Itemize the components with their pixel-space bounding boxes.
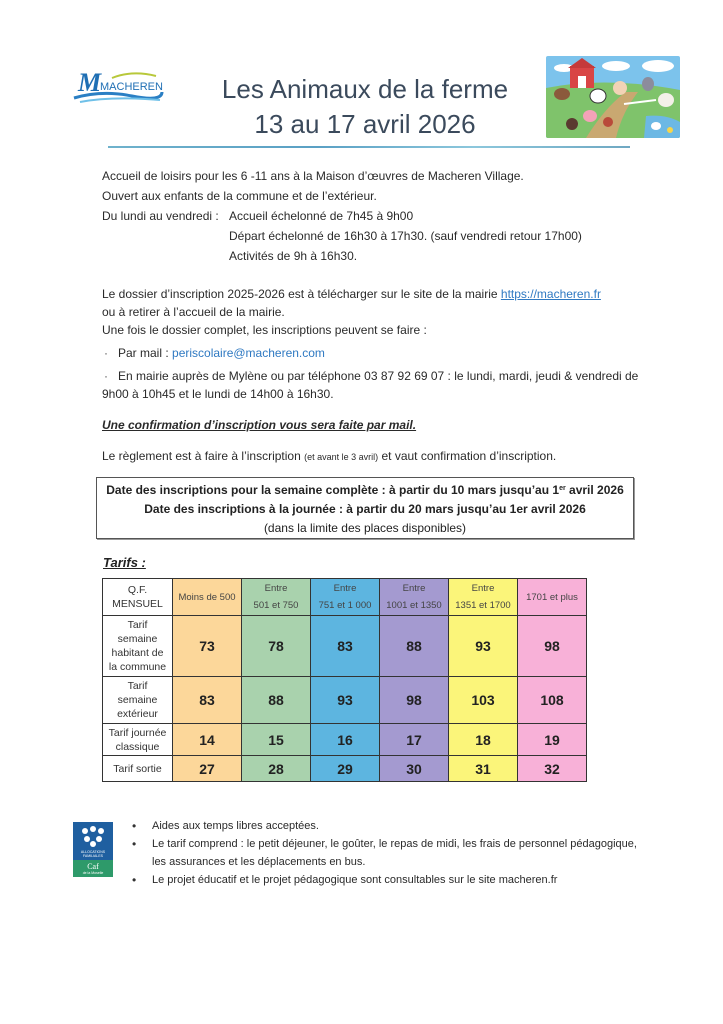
schedule-accueil: Accueil échelonné de 7h45 à 9h00	[229, 209, 414, 223]
column-header: Entre 1001 et 1350	[380, 579, 449, 616]
reglement-deadline: (et avant le 3 avril)	[304, 452, 379, 462]
row-label: Tarif semaine habitant de la commune	[103, 616, 173, 677]
table-cell: 83	[311, 616, 380, 677]
table-cell: 108	[518, 677, 587, 724]
inscription-dates-box	[96, 477, 634, 539]
column-header: 1701 et plus	[518, 579, 587, 616]
table-cell: 17	[380, 724, 449, 756]
mairie-hours-line-2: 9h00 à 10h45 et le lundi de 14h00 à 16h30.	[102, 387, 334, 401]
svg-text:MACHEREN: MACHEREN	[100, 81, 163, 93]
table-cell: 98	[380, 677, 449, 724]
svg-text:de la Moselle: de la Moselle	[82, 871, 104, 875]
table-cell: 78	[242, 616, 311, 677]
footer-notes	[128, 817, 637, 889]
tarifs-title: Tarifs :	[103, 555, 146, 570]
reglement-line	[102, 446, 556, 467]
dates-limite: (dans la limite des places disponibles)	[263, 521, 467, 535]
caf-logo	[73, 822, 113, 877]
row-label: Tarif sortie	[103, 756, 173, 782]
note-tarif-comprend-cont: les assurances et les déplacements en bus.	[152, 856, 366, 868]
row-label: Tarif semaine extérieur	[103, 677, 173, 724]
svg-text:Caf: Caf	[87, 862, 99, 871]
table-row	[103, 756, 587, 782]
mail-label: Par mail :	[118, 346, 173, 360]
table-cell: 88	[242, 677, 311, 724]
schedule-depart: Départ échelonné de 16h30 à 17h30. (sauf vendredi retour 17h00)	[229, 229, 582, 243]
table-cell: 83	[173, 677, 242, 724]
dates-semaine: Date des inscriptions pour la semaine complète : à partir du 10 mars jusqu’au 1er avril 2026	[106, 483, 624, 497]
column-header: Entre 1351 et 1700	[449, 579, 518, 616]
inscription-mail	[104, 343, 325, 363]
email-link[interactable]: periscolaire@macheren.com	[172, 346, 325, 360]
table-cell: 73	[173, 616, 242, 677]
row-label: Tarif journée classique	[103, 724, 173, 756]
table-row	[103, 677, 587, 724]
column-header: Entre 501 et 750	[242, 579, 311, 616]
farm-animals-illustration	[546, 56, 680, 138]
table-cell: 88	[380, 616, 449, 677]
table-cell: 30	[380, 756, 449, 782]
table-cell: 29	[311, 756, 380, 782]
macheren-logo	[72, 60, 164, 104]
mairie-website-link[interactable]: https://macheren.fr	[500, 287, 601, 301]
svg-text:FAMILIALES: FAMILIALES	[82, 854, 104, 858]
header-divider	[108, 146, 630, 148]
svg-text:ALLOCATIONS: ALLOCATIONS	[80, 850, 106, 854]
inscription-line-1	[102, 284, 601, 304]
table-cell: 32	[518, 756, 587, 782]
table-cell: 28	[242, 756, 311, 782]
table-cell: 16	[311, 724, 380, 756]
schedule-activites: Activités de 9h à 16h30.	[229, 249, 358, 263]
table-cell: 18	[449, 724, 518, 756]
mairie-hours-line-1: En mairie auprès de Mylène ou par téléphone 03 87 92 69 07 : le lundi, mardi, jeudi & vendredi de	[118, 369, 639, 383]
intro-line-1: Accueil de loisirs pour les 6 -11 ans à la Maison d’œuvres de Macheren Village.	[102, 169, 524, 183]
table-cell: 93	[311, 677, 380, 724]
table-row	[103, 616, 587, 677]
reglement-text: Le règlement est à faire à l’inscription	[102, 449, 305, 463]
schedule-label: Du lundi au vendredi :	[102, 209, 219, 223]
intro-line-2: Ouvert aux enfants de la commune et de l’extérieur.	[102, 189, 377, 203]
table-cell: 15	[242, 724, 311, 756]
table-cell: 31	[449, 756, 518, 782]
column-header: Moins de 500	[173, 579, 242, 616]
table-cell: 93	[449, 616, 518, 677]
note-projet: • Le projet éducatif et le projet pédagogique sont consultables sur le site macheren.fr	[128, 871, 637, 889]
inscription-line-3: Une fois le dossier complet, les inscriptions peuvent se faire :	[102, 323, 427, 337]
page-title: Les Animaux de la ferme	[221, 74, 509, 104]
tarifs-table	[102, 578, 587, 782]
bullet-icon: ·	[104, 346, 108, 360]
inscription-text: Le dossier d’inscription 2025-2026 est à télécharger sur le site de la mairie	[102, 287, 501, 301]
qf-header: Q.F. MENSUEL	[103, 579, 173, 616]
inscription-line-2: ou à retirer à l’accueil de la mairie.	[102, 305, 285, 319]
inscription-mairie	[104, 366, 638, 386]
bullet-icon: ·	[104, 369, 108, 383]
dates-journee: Date des inscriptions à la journée : à partir du 20 mars jusqu’au 1er avril 2026	[144, 502, 586, 516]
table-cell: 14	[173, 724, 242, 756]
svg-text:M: M	[78, 68, 102, 97]
table-cell: 27	[173, 756, 242, 782]
reglement-text-end: et vaut confirmation d’inscription.	[378, 449, 557, 463]
confirmation-notice: Une confirmation d’inscription vous sera faite par mail.	[102, 418, 417, 432]
note-aides: • Aides aux temps libres acceptées.	[128, 817, 637, 835]
table-cell: 19	[518, 724, 587, 756]
page-subtitle-dates: 13 au 17 avril 2026	[254, 109, 476, 139]
table-header-row	[103, 579, 587, 616]
table-cell: 98	[518, 616, 587, 677]
column-header: Entre 751 et 1 000	[311, 579, 380, 616]
note-tarif-comprend: • Le tarif comprend : le petit déjeuner, le goûter, le repas de midi, les frais de personnel pédagogique,	[128, 835, 637, 853]
table-row	[103, 724, 587, 756]
table-cell: 103	[449, 677, 518, 724]
